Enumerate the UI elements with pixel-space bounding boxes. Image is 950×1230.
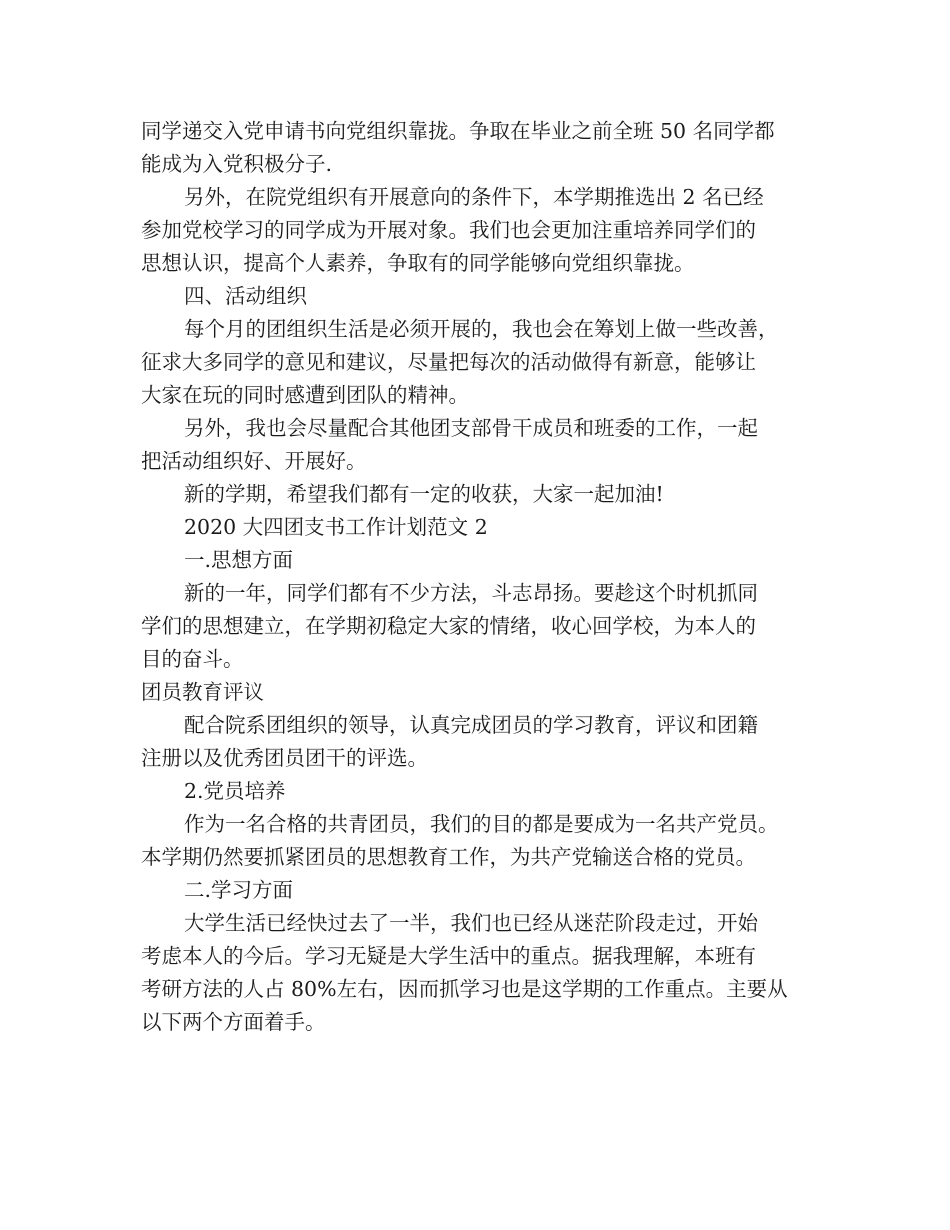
text-line: 作为一名合格的共青团员，我们的目的都是要成为一名共产党员。: [184, 812, 779, 836]
text-line: 把活动组织好、开展好。: [141, 449, 367, 473]
text-line: 每个月的团组织生活是必须开展的，我也会在筹划上做一些改善，: [184, 317, 779, 341]
paragraph-p5: [141, 478, 830, 610]
document-body: [141, 115, 830, 1039]
paragraph-p2b: [141, 214, 830, 280]
paragraph-p9: [141, 874, 830, 940]
text-line: 新的学期，希望我们都有一定的收获，大家一起加油!: [184, 482, 664, 506]
text-line: 配合院系团组织的领导，认真完成团员的学习教育，评议和团籍: [184, 713, 758, 737]
paragraph-p3b: [141, 346, 830, 412]
paragraph-p8b: [141, 841, 830, 874]
paragraph-p7b: [141, 742, 830, 775]
paragraph-p4b: [141, 445, 830, 478]
paragraph-p8: [141, 775, 830, 841]
text-line: 思想认识，提高个人素养，争取有的同学能够向党组织靠拢。: [141, 251, 695, 275]
paragraph-p9b: [141, 940, 830, 1039]
text-line: 考研方法的人占 80%左右，因而抓学习也是这学期的工作重点。主要从: [141, 977, 788, 1001]
text-line: 本学期仍然要抓紧团员的思想教育工作，为共产党输送合格的党员。: [141, 845, 756, 869]
text-line: 2020 大四团支书工作计划范文 2: [184, 515, 488, 539]
text-line: 另外，在院党组织有开展意向的条件下，本学期推选出 2 名已经: [184, 185, 764, 209]
text-line: 四、活动组织: [184, 284, 307, 308]
text-line: 目的奋斗。: [141, 647, 244, 671]
paragraph-h4: [141, 280, 830, 313]
text-line: 新的一年，同学们都有不少方法，斗志昂扬。要趁这个时机抓同: [184, 581, 758, 605]
text-line: 能成为入党积极分子.: [141, 152, 333, 176]
text-line: 注册以及优秀团员团干的评选。: [141, 746, 428, 770]
paragraph-p6b: [141, 610, 830, 709]
paragraph-p7: [141, 709, 830, 742]
text-line: 另外，我也会尽量配合其他团支部骨干成员和班委的工作，一起: [184, 416, 758, 440]
text-line: 一.思想方面: [184, 548, 294, 572]
paragraph-p4: [141, 412, 830, 445]
paragraph-p2: [141, 181, 830, 214]
text-line: 二.学习方面: [184, 878, 294, 902]
text-line: 2.党员培养: [184, 779, 286, 803]
text-line: 参加党校学习的同学成为开展对象。我们也会更加注重培养同学们的: [141, 218, 756, 242]
text-line: 同学递交入党申请书向党组织靠拢。争取在毕业之前全班 50 名同学都: [141, 119, 775, 143]
paragraph-p3: [141, 313, 830, 346]
paragraph-p1: [141, 115, 830, 181]
text-line: 征求大多同学的意见和建议，尽量把每次的活动做得有新意，能够让: [141, 350, 756, 374]
text-line: 大学生活已经快过去了一半，我们也已经从迷茫阶段走过，开始: [184, 911, 758, 935]
text-line: 以下两个方面着手。: [141, 1010, 326, 1034]
text-line: 考虑本人的今后。学习无疑是大学生活中的重点。据我理解，本班有: [141, 944, 756, 968]
text-line: 团员教育评议: [141, 680, 264, 704]
text-line: 大家在玩的同时感遭到团队的精神。: [141, 383, 469, 407]
text-line: 学们的思想建立，在学期初稳定大家的情绪，收心回学校，为本人的: [141, 614, 756, 638]
